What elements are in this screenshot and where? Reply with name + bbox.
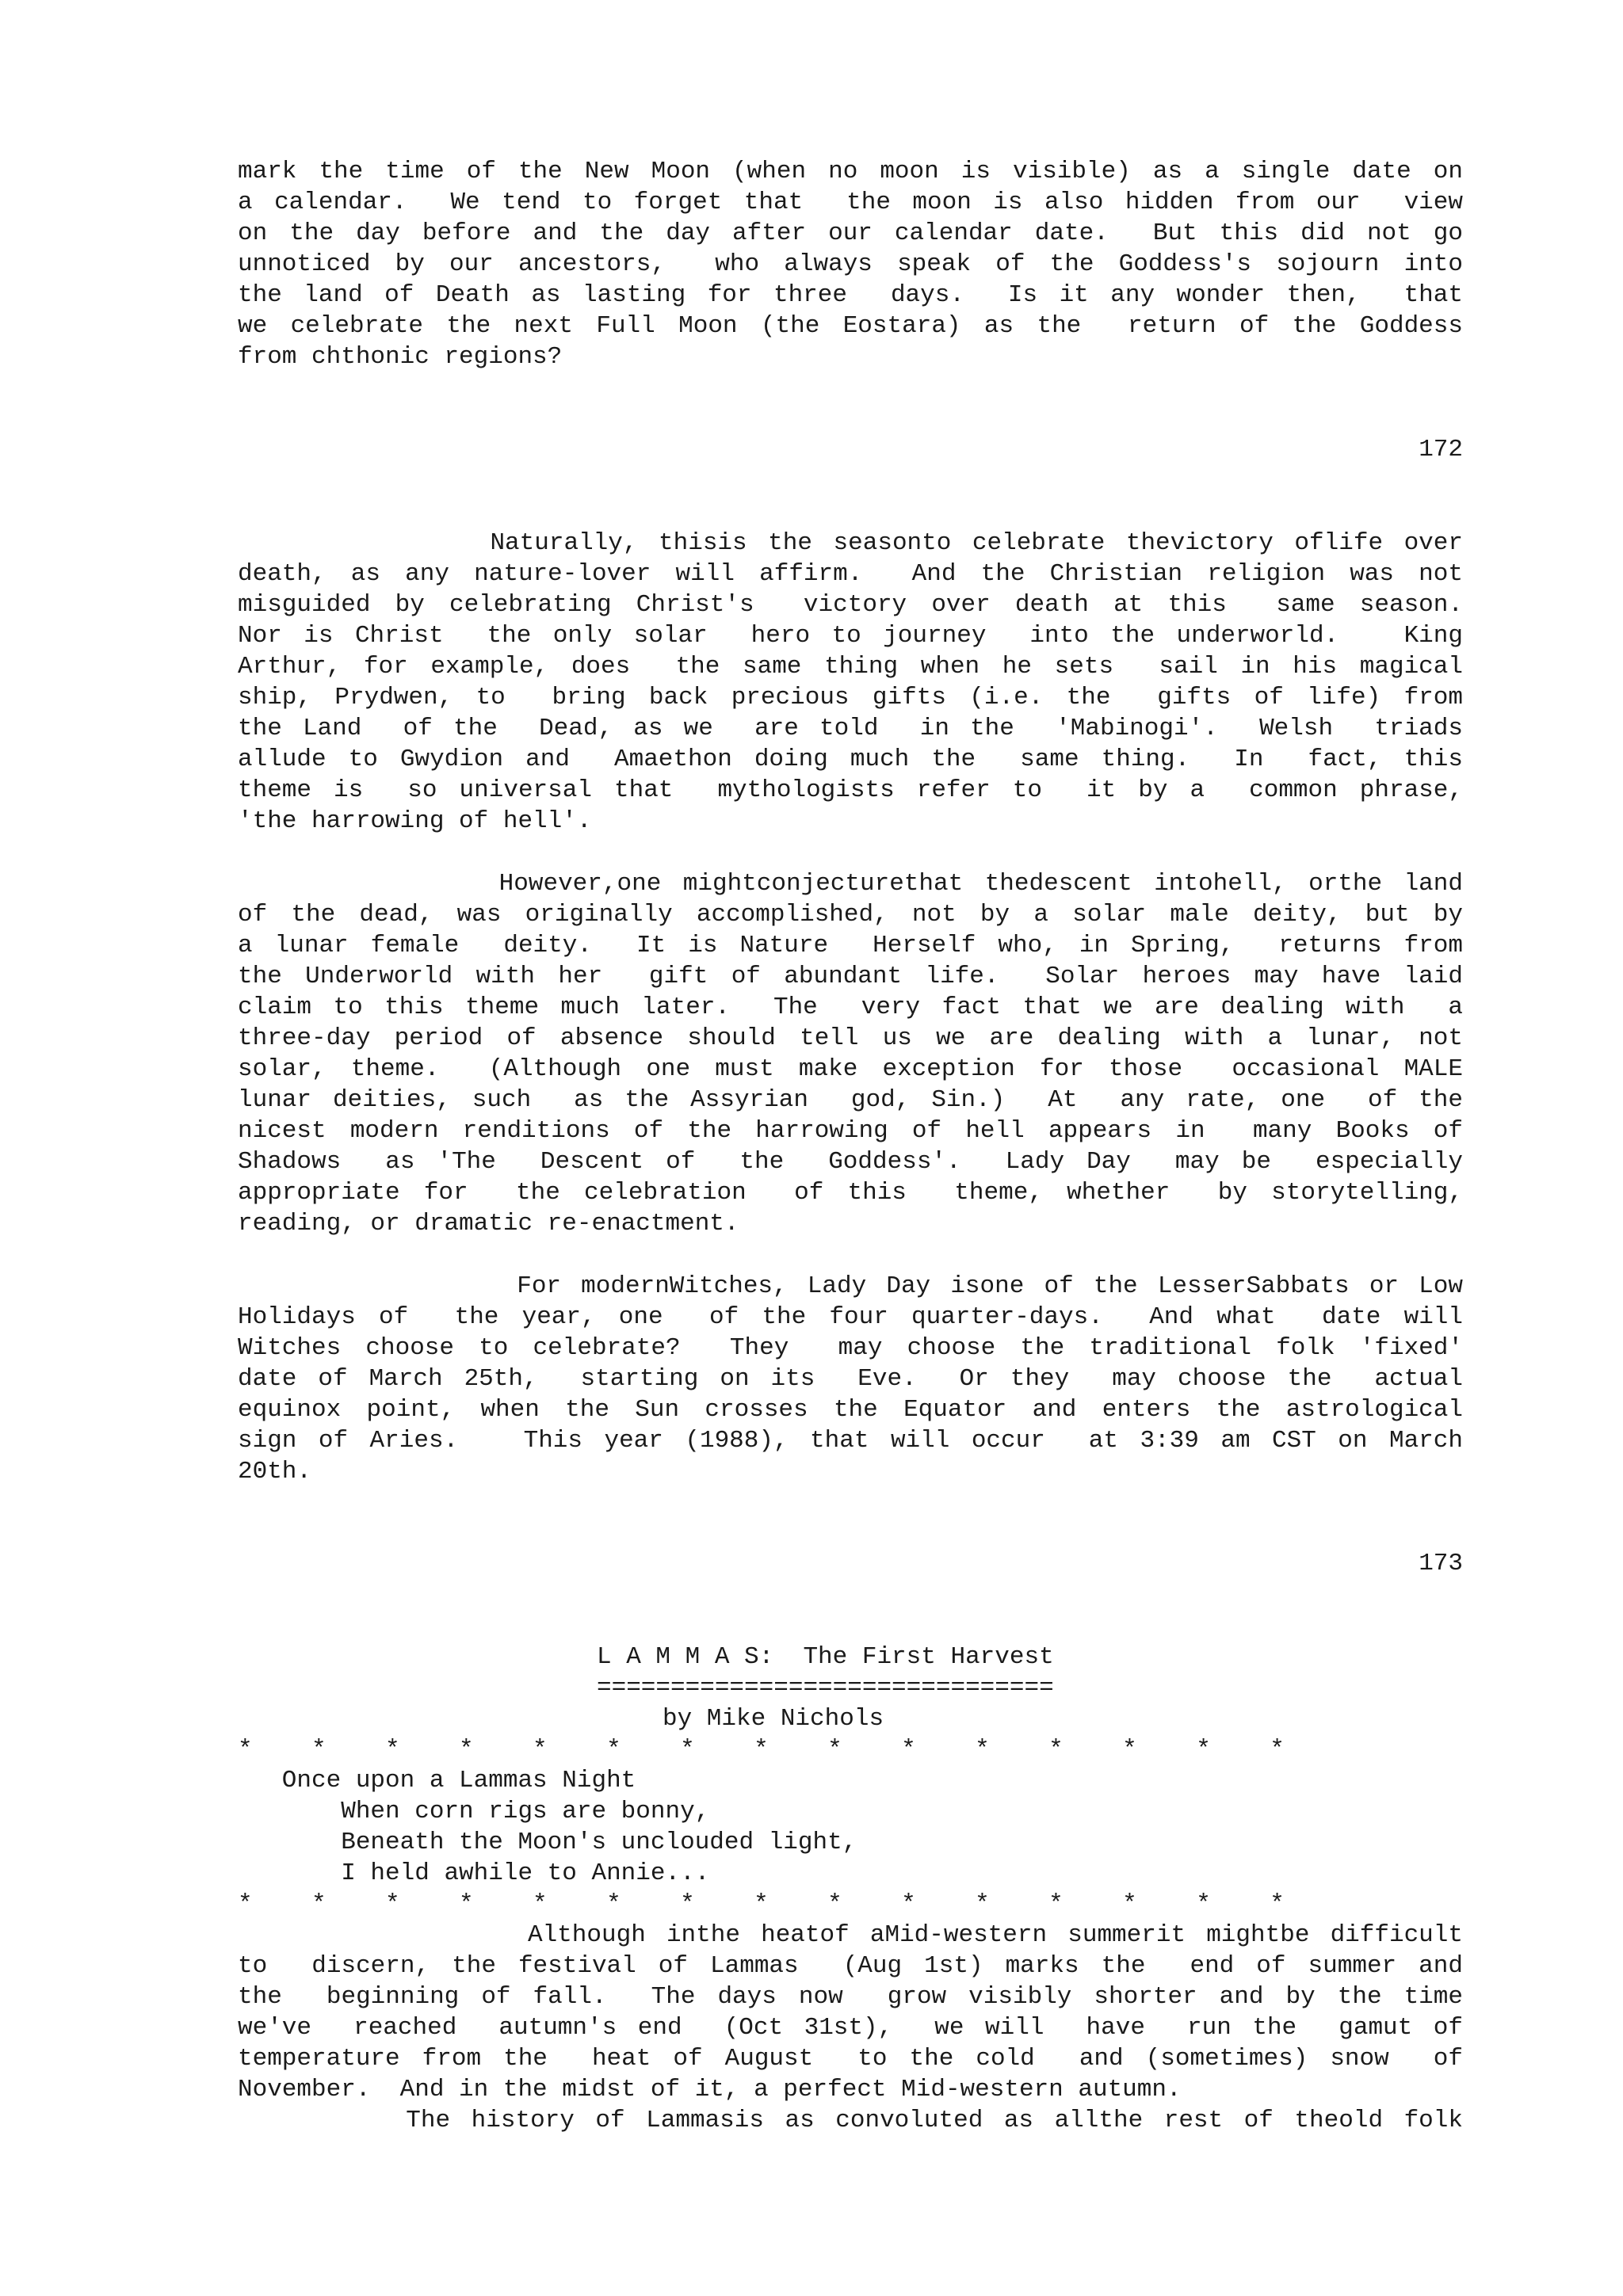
text-line: Naturally, thisis the seasonto celebrate thevictory oflife over <box>238 529 1463 557</box>
text-line: the Land of the Dead, as we are told in the 'Mabinogi'. Welsh triads <box>238 715 1463 742</box>
text-line: Nor is Christ the only solar hero to journey into the underworld. King <box>238 622 1463 650</box>
text-line: Although inthe heatof aMid-western summerit mightbe difficult <box>238 1921 1463 1949</box>
star-divider: * * * * * * * * * * * * * * * <box>238 1736 1285 1764</box>
text-line: death, as any nature-lover will affirm. And the Christian religion was not <box>238 560 1463 588</box>
text-line: from chthonic regions? <box>238 343 563 371</box>
text-line: the Underworld with her gift of abundant life. Solar heroes may have laid <box>238 963 1463 990</box>
text-line: Shadows as 'The Descent of the Goddess'. Lady Day may be especially <box>238 1148 1463 1176</box>
text-line: nicest modern renditions of the harrowing of hell appears in many Books of <box>238 1117 1463 1145</box>
text-line: equinox point, when the Sun crosses the Equator and enters the astrological <box>238 1396 1463 1424</box>
text-line: the beginning of fall. The days now grow visibly shorter and by the time <box>238 1983 1463 2011</box>
text-line: reading, or dramatic re-enactment. <box>238 1210 739 1238</box>
text-line: lunar deities, such as the Assyrian god, Sin.) At any rate, one of the <box>238 1086 1463 1114</box>
text-line: mark the time of the New Moon (when no moon is visible) as a single date on <box>238 158 1463 185</box>
text-line: appropriate for the celebration of this theme, whether by storytelling, <box>238 1179 1463 1207</box>
text-line: on the day before and the day after our calendar date. But this did not go <box>238 219 1463 247</box>
text-line: temperature from the heat of August to the cold and (sometimes) snow of <box>238 2045 1463 2073</box>
text-line: Holidays of the year, one of the four quarter-days. And what date will <box>238 1303 1463 1331</box>
text-line: date of March 25th, starting on its Eve. Or they may choose the actual <box>238 1365 1463 1393</box>
text-line: of the dead, was originally accomplished, not by a solar male deity, but by <box>238 901 1463 929</box>
text-line: 'the harrowing of hell'. <box>238 807 592 835</box>
text-line: allude to Gwydion and Amaethon doing much the same thing. In fact, this <box>238 746 1463 773</box>
title-underline: =============================== <box>597 1674 1054 1702</box>
text-line: solar, theme. (Although one must make exception for those occasional MALE <box>238 1055 1463 1083</box>
page-number: 172 <box>1419 436 1463 463</box>
text-line: unnoticed by our ancestors, who always speak of the Goddess's sojourn into <box>238 250 1463 278</box>
section-title: L A M M A S: The First Harvest <box>597 1643 1054 1671</box>
text-line: The history of Lammasis as convoluted as allthe rest of theold folk <box>238 2107 1463 2134</box>
text-line: the land of Death as lasting for three days. Is it any wonder then, that <box>238 281 1463 309</box>
star-divider: * * * * * * * * * * * * * * * <box>238 1890 1285 1918</box>
text-line: ship, Prydwen, to bring back precious gifts (i.e. the gifts of life) from <box>238 684 1463 711</box>
text-line: we celebrate the next Full Moon (the Eostara) as the return of the Goddess <box>238 312 1463 340</box>
text-line: November. And in the midst of it, a perfect Mid-western autumn. <box>238 2076 1182 2103</box>
text-line: 20th. <box>238 1458 312 1486</box>
text-line: misguided by celebrating Christ's victory over death at this same season. <box>238 591 1463 619</box>
text-line: theme is so universal that mythologists refer to it by a common phrase, <box>238 776 1463 804</box>
page-number: 173 <box>1419 1550 1463 1577</box>
text-line: For modernWitches, Lady Day isone of the LesserSabbats or Low <box>238 1272 1463 1300</box>
byline: by Mike Nichols <box>663 1705 884 1733</box>
text-line: Arthur, for example, does the same thing when he sets sail in his magical <box>238 653 1463 681</box>
text-line: However,one mightconjecturethat thedescent intohell, orthe land <box>238 870 1463 898</box>
poem-line: Beneath the Moon's unclouded light, <box>238 1829 857 1856</box>
poem-line: Once upon a Lammas Night <box>238 1767 636 1794</box>
text-line: Witches choose to celebrate? They may choose the traditional folk 'fixed' <box>238 1334 1463 1362</box>
text-line: we've reached autumn's end (Oct 31st), we will have run the gamut of <box>238 2014 1463 2042</box>
text-line: sign of Aries. This year (1988), that will occur at 3:39 am CST on March <box>238 1427 1463 1455</box>
text-line: to discern, the festival of Lammas (Aug 1st) marks the end of summer and <box>238 1952 1463 1980</box>
text-line: claim to this theme much later. The very fact that we are dealing with a <box>238 994 1463 1021</box>
poem-line: When corn rigs are bonny, <box>238 1798 710 1825</box>
poem-line: I held awhile to Annie... <box>238 1859 710 1887</box>
text-line: three-day period of absence should tell us we are dealing with a lunar, not <box>238 1024 1463 1052</box>
text-line: a lunar female deity. It is Nature Herself who, in Spring, returns from <box>238 932 1463 959</box>
text-line: a calendar. We tend to forget that the moon is also hidden from our view <box>238 189 1463 216</box>
